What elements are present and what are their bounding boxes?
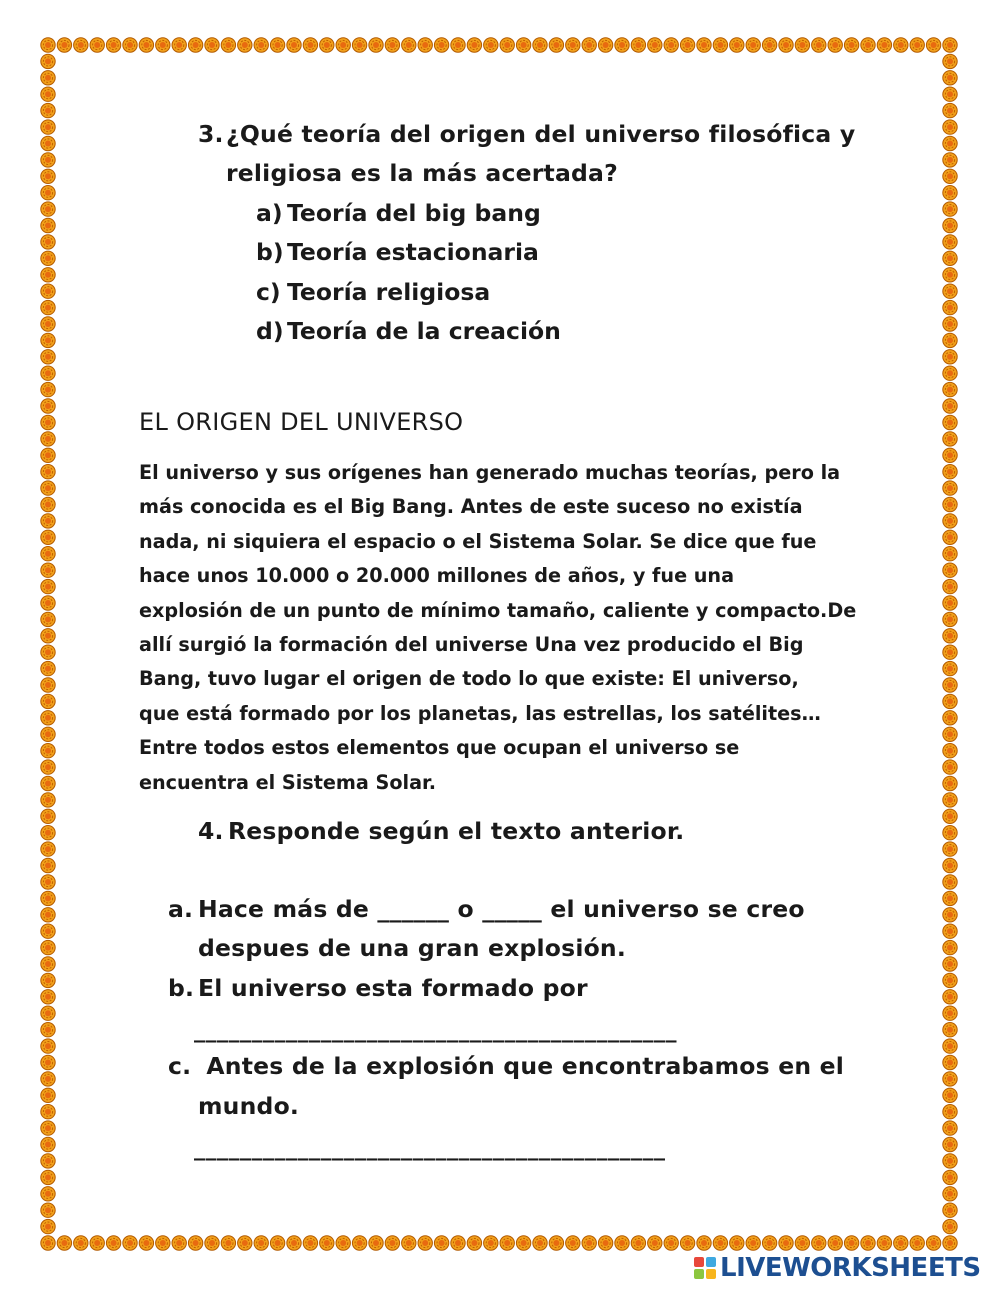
- border-flower: [41, 744, 55, 758]
- border-flower: [943, 711, 957, 725]
- border-flower: [41, 1022, 55, 1036]
- border-flower: [746, 38, 760, 52]
- border-flower: [41, 103, 55, 117]
- border-flower: [943, 612, 957, 626]
- border-flower: [41, 547, 55, 561]
- border-flower: [631, 1236, 645, 1250]
- border-flower: [41, 465, 55, 479]
- border-flower: [943, 596, 957, 610]
- border-flower: [41, 793, 55, 807]
- border-flower: [812, 1236, 826, 1250]
- border-flower: [74, 38, 88, 52]
- border-flower: [41, 1187, 55, 1201]
- border-flower: [41, 990, 55, 1004]
- border-flower: [713, 38, 727, 52]
- border-flower: [943, 448, 957, 462]
- border-flower: [41, 399, 55, 413]
- border-flower: [943, 1039, 957, 1053]
- border-flower: [385, 1236, 399, 1250]
- border-flower: [41, 235, 55, 249]
- paragraph-line: Bang, tuvo lugar el origen de todo lo que existe: El universo,: [139, 667, 799, 691]
- border-flower: [123, 38, 137, 52]
- border-flower: [533, 38, 547, 52]
- border-flower: [320, 1236, 334, 1250]
- border-flower: [41, 1105, 55, 1119]
- border-flower: [943, 1006, 957, 1020]
- border-flower: [943, 235, 957, 249]
- border-flower: [943, 497, 957, 511]
- border-flower: [943, 1219, 957, 1233]
- border-flower: [467, 38, 481, 52]
- border-flower: [943, 153, 957, 167]
- border-flower: [484, 38, 498, 52]
- border-flower: [221, 38, 235, 52]
- liveworksheets-logo: [694, 1252, 981, 1284]
- border-flower: [943, 563, 957, 577]
- border-flower: [369, 38, 383, 52]
- border-flower: [41, 300, 55, 314]
- border-flower: [894, 1236, 908, 1250]
- border-flower: [943, 1236, 957, 1250]
- border-flower: [664, 1236, 678, 1250]
- border-flower: [41, 514, 55, 528]
- border-flower: [943, 842, 957, 856]
- paragraph-line: allí surgió la formación del universe Una vez producido el Big: [139, 633, 804, 657]
- border-flower: [172, 38, 186, 52]
- border-flower: [943, 1203, 957, 1217]
- border-flower: [910, 1236, 924, 1250]
- border-flower: [844, 1236, 858, 1250]
- border-flower: [943, 415, 957, 429]
- border-flower: [943, 694, 957, 708]
- border-flower: [41, 1170, 55, 1184]
- border-flower: [943, 1105, 957, 1119]
- border-flower: [746, 1236, 760, 1250]
- border-flower: [943, 629, 957, 643]
- border-flower: [41, 629, 55, 643]
- item-a-line1: Hace más de ______ o _____ el universo se creo: [198, 895, 805, 923]
- border-flower: [41, 694, 55, 708]
- border-flower: [41, 350, 55, 364]
- border-flower: [812, 38, 826, 52]
- border-flower: [500, 1236, 514, 1250]
- paragraph-line: hace unos 10.000 o 20.000 millones de años, y fue una: [139, 564, 735, 588]
- border-flower: [451, 1236, 465, 1250]
- border-flower: [57, 38, 71, 52]
- option-a-letter: a): [256, 199, 283, 227]
- border-flower: [287, 1236, 301, 1250]
- border-flower: [188, 38, 202, 52]
- border-flower: [943, 891, 957, 905]
- border-flower: [41, 218, 55, 232]
- border-flower: [41, 1121, 55, 1135]
- border-flower: [943, 645, 957, 659]
- border-flower: [566, 1236, 580, 1250]
- border-flower: [943, 793, 957, 807]
- border-flower: [41, 87, 55, 101]
- border-flower: [943, 744, 957, 758]
- border-flower: [41, 826, 55, 840]
- border-flower: [352, 1236, 366, 1250]
- border-flower: [41, 1203, 55, 1217]
- border-flower: [369, 1236, 383, 1250]
- paragraph-line: encuentra el Sistema Solar.: [139, 770, 437, 794]
- border-flower: [664, 38, 678, 52]
- border-flower: [41, 153, 55, 167]
- border-flower: [385, 38, 399, 52]
- border-flower: [41, 202, 55, 216]
- border-flower: [41, 317, 55, 331]
- border-flower: [943, 826, 957, 840]
- border-flower: [943, 547, 957, 561]
- border-flower: [943, 1137, 957, 1151]
- paragraph-line: El universo y sus orígenes han generado muchas teorías, pero la: [139, 461, 841, 484]
- border-flower: [943, 973, 957, 987]
- border-flower: [336, 38, 350, 52]
- border-flower: [402, 1236, 416, 1250]
- option-b-letter: b): [256, 238, 284, 266]
- option-d-text: Teoría de la creación: [287, 317, 561, 345]
- border-flower: [287, 38, 301, 52]
- border-flower: [943, 514, 957, 528]
- border-flower: [943, 1055, 957, 1069]
- border-flower: [41, 415, 55, 429]
- border-flower: [697, 38, 711, 52]
- border-flower: [943, 924, 957, 938]
- border-flower: [943, 530, 957, 544]
- border-flower: [943, 350, 957, 364]
- item-b-letter: b.: [168, 974, 195, 1002]
- border-flower: [418, 38, 432, 52]
- border-flower: [41, 776, 55, 790]
- border-flower: [943, 251, 957, 265]
- border-flower: [844, 38, 858, 52]
- border-flower: [41, 1072, 55, 1086]
- border-flower: [254, 38, 268, 52]
- border-flower: [943, 678, 957, 692]
- border-flower: [943, 317, 957, 331]
- border-flower: [582, 38, 596, 52]
- border-flower: [598, 38, 612, 52]
- border-flower: [41, 169, 55, 183]
- border-flower: [41, 842, 55, 856]
- item-b-answer-line: __________________________________________: [194, 1018, 677, 1043]
- border-flower: [697, 1236, 711, 1250]
- border-flower: [549, 38, 563, 52]
- border-flower: [943, 120, 957, 134]
- border-flower: [270, 38, 284, 52]
- question3-text-line1: ¿Qué teoría del origen del universo filosófica y: [226, 120, 856, 148]
- border-flower: [943, 1121, 957, 1135]
- border-flower: [303, 1236, 317, 1250]
- border-flower: [943, 875, 957, 889]
- border-flower: [943, 186, 957, 200]
- border-flower: [877, 1236, 891, 1250]
- border-flower: [861, 38, 875, 52]
- border-flower: [106, 1236, 120, 1250]
- border-flower: [41, 284, 55, 298]
- border-flower: [943, 382, 957, 396]
- border-flower: [943, 38, 957, 52]
- border-flower: [943, 399, 957, 413]
- border-flower: [156, 38, 170, 52]
- border-flower: [41, 366, 55, 380]
- border-flower: [943, 1187, 957, 1201]
- paragraph-line: más conocida es el Big Bang. Antes de este suceso no existía: [139, 495, 803, 519]
- border-flower: [41, 497, 55, 511]
- liveworksheets-logo-icon: [694, 1257, 716, 1279]
- border-flower: [451, 38, 465, 52]
- border-flower: [943, 809, 957, 823]
- border-flower: [762, 38, 776, 52]
- border-flower: [779, 1236, 793, 1250]
- border-flower: [41, 727, 55, 741]
- border-flower: [943, 103, 957, 117]
- border-flower: [828, 1236, 842, 1250]
- border-flower: [41, 38, 55, 52]
- border-flower: [795, 1236, 809, 1250]
- border-flower: [943, 957, 957, 971]
- border-flower: [943, 1088, 957, 1102]
- border-flower: [41, 711, 55, 725]
- section-title: EL ORIGEN DEL UNIVERSO: [139, 408, 464, 436]
- border-flower: [943, 481, 957, 495]
- border-flower: [910, 38, 924, 52]
- border-flower: [41, 1006, 55, 1020]
- border-flower: [156, 1236, 170, 1250]
- option-a-text: Teoría del big bang: [287, 199, 541, 227]
- border-flower: [943, 268, 957, 282]
- border-flower: [90, 38, 104, 52]
- border-flower: [648, 38, 662, 52]
- border-flower: [90, 1236, 104, 1250]
- border-flower: [943, 940, 957, 954]
- border-flower: [303, 38, 317, 52]
- border-flower: [41, 120, 55, 134]
- border-flower: [352, 38, 366, 52]
- border-flower: [41, 1236, 55, 1250]
- option-c-letter: c): [256, 278, 281, 306]
- border-flower: [139, 38, 153, 52]
- option-b-text: Teoría estacionaria: [287, 238, 539, 266]
- border-flower: [713, 1236, 727, 1250]
- border-flower: [484, 1236, 498, 1250]
- border-flower: [828, 38, 842, 52]
- border-flower: [943, 727, 957, 741]
- paragraph-line: nada, ni siquiera el espacio o el Sistema Solar. Se dice que fue: [139, 529, 817, 553]
- border-flower: [41, 1154, 55, 1168]
- paragraph-line: explosión de un punto de mínimo tamaño, caliente y compacto.De: [139, 598, 857, 622]
- border-flower: [943, 1154, 957, 1168]
- border-flower: [598, 1236, 612, 1250]
- border-flower: [943, 202, 957, 216]
- border-flower: [943, 990, 957, 1004]
- border-flower: [41, 908, 55, 922]
- border-flower: [500, 38, 514, 52]
- border-flower: [41, 333, 55, 347]
- border-flower: [516, 1236, 530, 1250]
- watermark-text: LIVEWORKSHEETS: [720, 1253, 981, 1283]
- border-flower: [41, 858, 55, 872]
- item-b-line1: El universo esta formado por: [198, 974, 588, 1002]
- border-flower: [106, 38, 120, 52]
- border-flower: [41, 563, 55, 577]
- item-a-line2: despues de una gran explosión.: [198, 934, 626, 962]
- border-flower: [57, 1236, 71, 1250]
- border-flower: [41, 136, 55, 150]
- paragraph-line: que está formado por los planetas, las estrellas, los satélites…: [139, 701, 821, 725]
- border-flower: [41, 186, 55, 200]
- border-flower: [680, 38, 694, 52]
- border-flower: [631, 38, 645, 52]
- border-flower: [139, 1236, 153, 1250]
- item-c-letter: c.: [168, 1052, 192, 1080]
- border-flower: [41, 678, 55, 692]
- border-flower: [41, 973, 55, 987]
- border-flower: [648, 1236, 662, 1250]
- border-flower: [221, 1236, 235, 1250]
- border-flower: [943, 1170, 957, 1184]
- border-flower: [943, 218, 957, 232]
- border-flower: [41, 251, 55, 265]
- border-flower: [41, 1137, 55, 1151]
- border-flower: [943, 760, 957, 774]
- border-flower: [795, 38, 809, 52]
- item-c-answer-line: _________________________________________: [194, 1136, 666, 1161]
- border-flower: [41, 481, 55, 495]
- item-c-line2: mundo.: [198, 1092, 300, 1120]
- border-flower: [41, 1039, 55, 1053]
- border-flower: [188, 1236, 202, 1250]
- border-flower: [41, 875, 55, 889]
- border-flower: [41, 924, 55, 938]
- border-flower: [41, 596, 55, 610]
- border-flower: [894, 38, 908, 52]
- paragraph-line: Entre todos estos elementos que ocupan el universo se: [139, 736, 740, 760]
- border-flower: [41, 530, 55, 544]
- border-flower: [582, 1236, 596, 1250]
- question3-text-line2: religiosa es la más acertada?: [226, 159, 618, 187]
- border-flower: [41, 1219, 55, 1233]
- border-flower: [730, 1236, 744, 1250]
- border-flower: [434, 1236, 448, 1250]
- item-c-line1: Antes de la explosión que encontrabamos en el: [198, 1052, 845, 1080]
- border-flower: [41, 1088, 55, 1102]
- border-flower: [566, 38, 580, 52]
- border-flower: [533, 1236, 547, 1250]
- border-flower: [41, 661, 55, 675]
- border-flower: [730, 38, 744, 52]
- border-flower: [336, 1236, 350, 1250]
- border-flower: [943, 300, 957, 314]
- border-flower: [123, 1236, 137, 1250]
- border-flower: [74, 1236, 88, 1250]
- border-flower: [205, 1236, 219, 1250]
- border-flower: [943, 1072, 957, 1086]
- border-flower: [943, 284, 957, 298]
- border-flower: [943, 54, 957, 68]
- border-flower: [41, 54, 55, 68]
- border-flower: [680, 1236, 694, 1250]
- border-flower: [762, 1236, 776, 1250]
- border-flower: [943, 169, 957, 183]
- border-flower: [41, 71, 55, 85]
- option-d-letter: d): [256, 317, 284, 345]
- border-flower: [943, 71, 957, 85]
- border-flower: [41, 809, 55, 823]
- border-flower: [402, 38, 416, 52]
- border-flower: [238, 38, 252, 52]
- border-flower: [41, 612, 55, 626]
- border-flower: [41, 645, 55, 659]
- border-flower: [943, 776, 957, 790]
- border-flower: [41, 448, 55, 462]
- border-flower: [943, 465, 957, 479]
- border-flower: [779, 38, 793, 52]
- border-flower: [41, 382, 55, 396]
- border-flower: [926, 1236, 940, 1250]
- border-flower: [238, 1236, 252, 1250]
- border-flower: [943, 87, 957, 101]
- border-flower: [516, 38, 530, 52]
- border-flower: [615, 1236, 629, 1250]
- border-flower: [943, 1022, 957, 1036]
- border-flower: [320, 38, 334, 52]
- border-flower: [943, 858, 957, 872]
- border-flower: [943, 333, 957, 347]
- border-flower: [861, 1236, 875, 1250]
- border-flower: [877, 38, 891, 52]
- border-flower: [615, 38, 629, 52]
- border-flower: [467, 1236, 481, 1250]
- border-flower: [172, 1236, 186, 1250]
- border-flower: [943, 366, 957, 380]
- border-flower: [418, 1236, 432, 1250]
- border-flower: [41, 940, 55, 954]
- border-flower: [434, 38, 448, 52]
- option-c-text: Teoría religiosa: [287, 278, 491, 306]
- border-flower: [41, 268, 55, 282]
- question3-number: 3.: [198, 120, 224, 148]
- border-flower: [41, 891, 55, 905]
- border-flower: [943, 432, 957, 446]
- question4-text: Responde según el texto anterior.: [228, 817, 685, 845]
- border-flower: [943, 908, 957, 922]
- border-flower: [943, 579, 957, 593]
- border-flower: [254, 1236, 268, 1250]
- border-flower: [41, 432, 55, 446]
- reading-paragraph: [139, 456, 869, 800]
- border-flower: [41, 957, 55, 971]
- border-flower: [943, 136, 957, 150]
- border-flower: [41, 579, 55, 593]
- border-flower: [41, 760, 55, 774]
- border-flower: [943, 661, 957, 675]
- item-a-letter: a.: [168, 895, 194, 923]
- border-flower: [205, 38, 219, 52]
- border-flower: [549, 1236, 563, 1250]
- border-flower: [270, 1236, 284, 1250]
- question4-number: 4.: [198, 817, 224, 845]
- border-flower: [41, 1055, 55, 1069]
- border-flower: [926, 38, 940, 52]
